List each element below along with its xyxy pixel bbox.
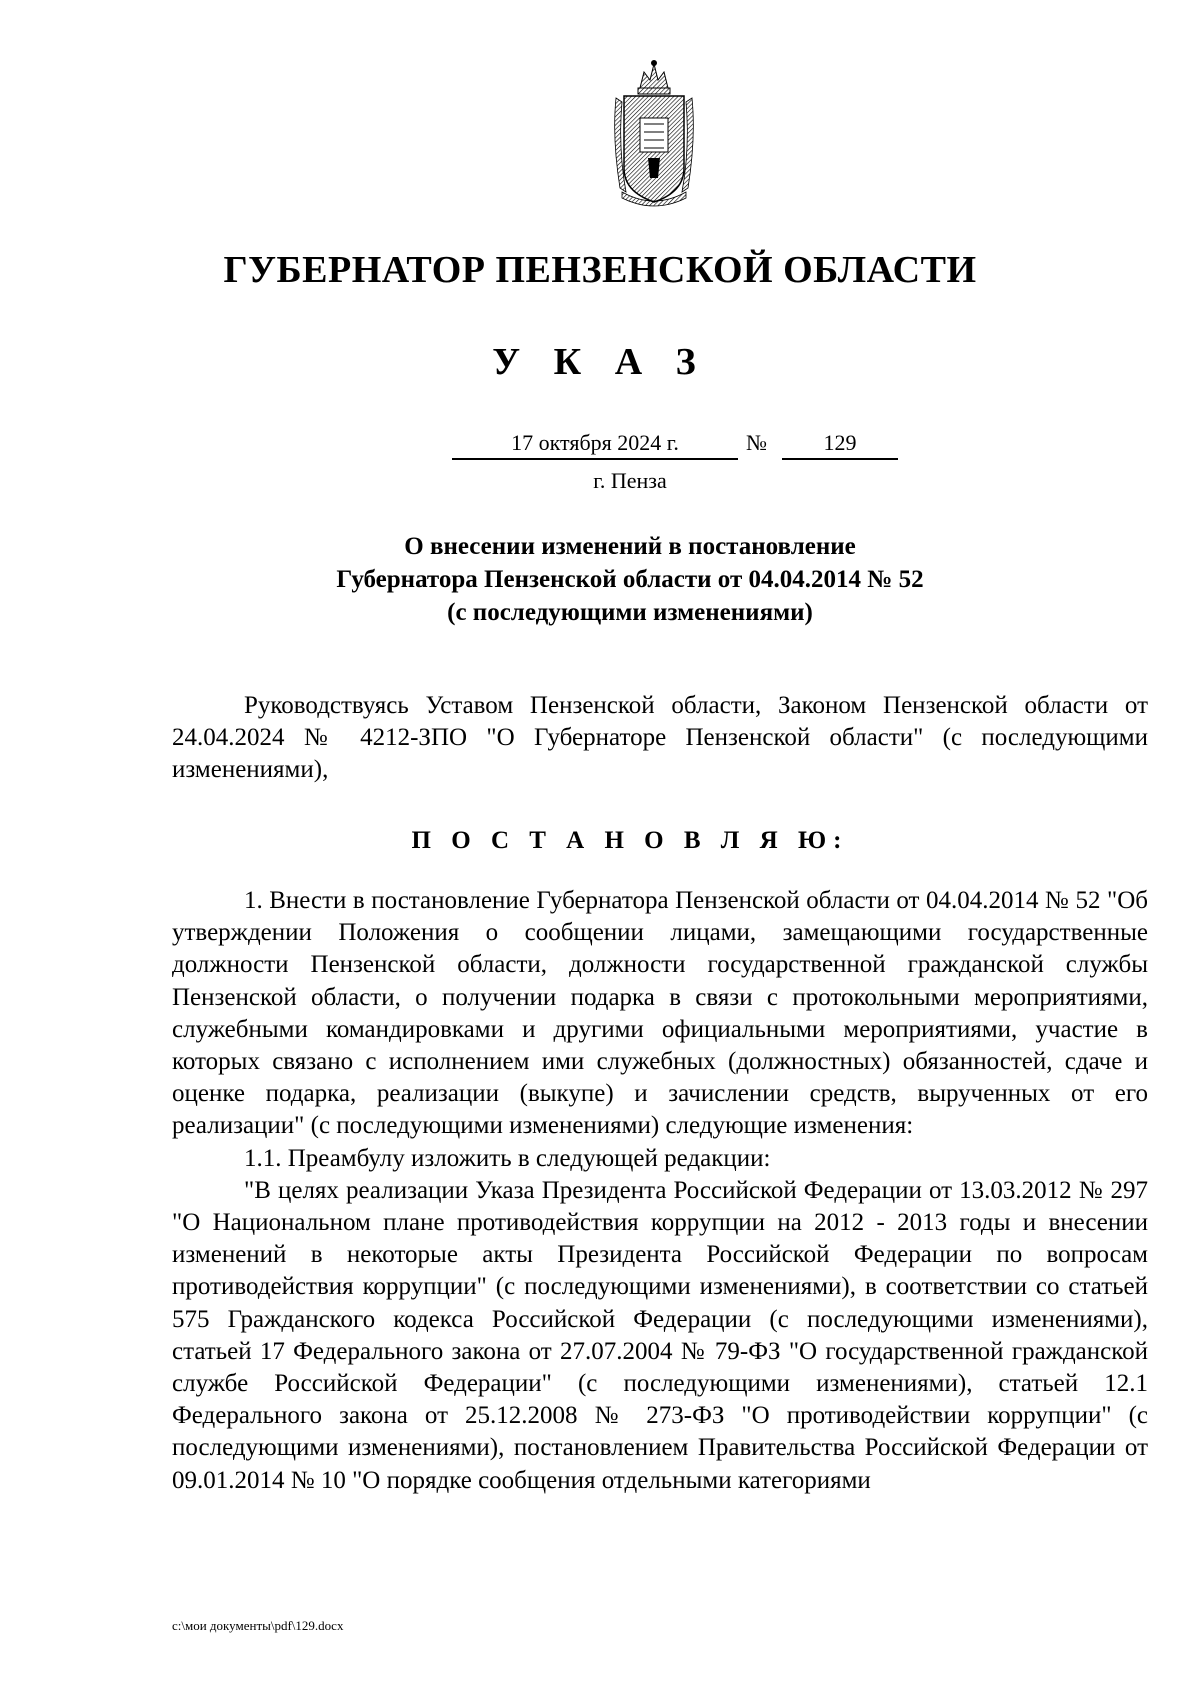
document-date: 17 октября 2024 г. (452, 428, 738, 460)
body-paragraph: 1.1. Преамбулу изложить в следующей редакции: (244, 1144, 771, 1172)
issuing-authority-heading: ГУБЕРНАТОР ПЕНЗЕНСКОЙ ОБЛАСТИ (223, 249, 977, 291)
decree-word: П О С Т А Н О В Л Я Ю: (411, 827, 849, 854)
preamble-block (172, 690, 1148, 787)
coat-of-arms-emblem (610, 58, 698, 208)
preamble-paragraph: Руководствуясь Уставом Пензенской области, Законом Пензенской области от 24.04.2024 № 4212-ЗПО "О Губернаторе Пензенской области" (с последующими изменениями), (172, 692, 1148, 784)
body-paragraph: 1. Внести в постановление Губернатора Пензенской области от 04.04.2014 № 52 "Об утверждении Положения о сообщении лицами, замещающими государственные должности Пензенской области, должности государственной гражданской службы Пензенской области, о получении подарка в связи с протокольными мероприятиями, служебными командировками и другими официальными мероприятиями, участие в которых связано с исполнением ими служебных (должностных) обязанностей, сдаче и оценке подарка, реализации (выкупе) и зачислении средств, вырученных от его реализации" (с последующими изменениями) следующие изменения: (172, 887, 1148, 1140)
issue-city: г. Пенза (593, 468, 667, 493)
decree-body (172, 885, 1148, 1497)
document-title-line: Губернатора Пензенской области от 04.04.2014 № 52 (336, 566, 924, 593)
file-path-footer: c:\мои документы\pdf\129.docx (172, 1618, 344, 1633)
body-paragraph: "В целях реализации Указа Президента Российской Федерации от 13.03.2012 № 297 "О Национальном плане противодействия коррупции на 2012 - 2013 годы и внесении изменений в некоторые акты Президента Российской Федерации по вопросам противодействия коррупции" (с последующими изменениями), в соответствии со статьей 575 Гражданского кодекса Российской Федерации (с последующими изменениями), статьей 17 Федерального закона от 27.07.2004 № 79-ФЗ "О государственной гражданской службе Российской Федерации" (с последующими изменениями), статьей 12.1 Федерального закона от 25.12.2008 № 273-ФЗ "О противодействии коррупции" (с последующими изменениями), постановлением Правительства Российской Федерации от 09.01.2014 № 10 "О порядке сообщения отдельными категориями (172, 1176, 1148, 1494)
document-title-line: О внесении изменений в постановление (404, 533, 856, 560)
number-sign: № (746, 430, 767, 455)
document-title-line: (с последующими изменениями) (447, 599, 813, 626)
document-type-heading: У К А З (492, 341, 708, 383)
document-number: 129 (782, 428, 898, 460)
document-title (0, 530, 1200, 629)
